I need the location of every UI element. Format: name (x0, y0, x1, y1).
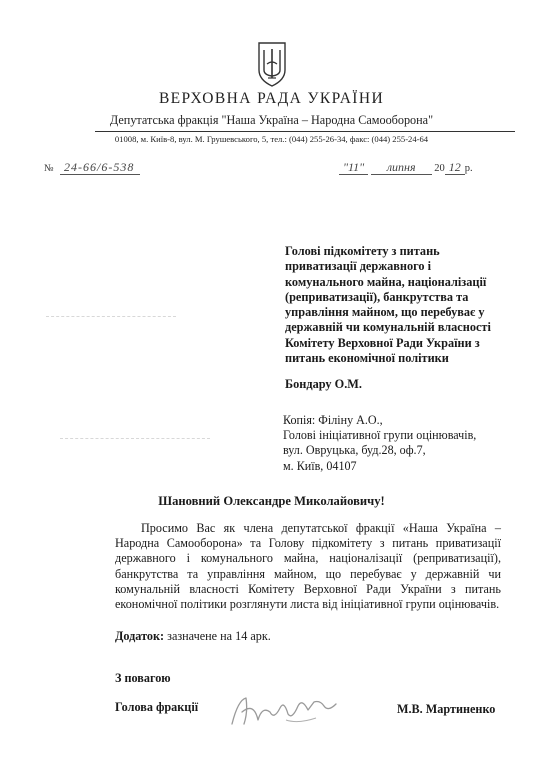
attachment-note (115, 629, 271, 644)
letter-body: Просимо Вас як члена депутатської фракції «Наша Україна – Народна Самооборона» та Голову підкомітету з питань приватизації державного і комунального майна, націоналізації (реприватизації), банкрутства та управління майном, що перебуває у державній чи комунальній власності Комітету Верховної Ради України з питань економічної політики розглянути листа від ініціативної групи оцінювачів. (115, 521, 501, 612)
closing-regards: З повагою (115, 671, 171, 685)
addressee-line: державній чи комунальній власності (285, 320, 491, 335)
addressee-line: (реприватизації), банкрутства та (285, 289, 469, 304)
addressee-line: Голові підкомітету з питань (285, 244, 440, 258)
date-month: липня (371, 160, 432, 175)
addressee-line: комунального майна, націоналізації (285, 274, 487, 289)
faction-name: Депутатська фракція "Наша Україна – Народна Самооборона" (109, 113, 434, 127)
copy-line: вул. Овруцька, буд.28, оф.7, (283, 443, 426, 458)
addressee-line: приватизації державного і (285, 259, 432, 274)
date-suffix: р. (464, 163, 473, 174)
scan-faint-line (60, 438, 210, 439)
handwritten-signature-icon (228, 690, 340, 732)
signer-name: М.В. Мартиненко (397, 702, 496, 716)
date-year-prefix: 20 (434, 163, 445, 174)
attachment-label: Додаток: (115, 629, 165, 643)
letterhead-address: 01008, м. Київ-8, вул. М. Грушевського, 5, тел.: (044) 255-26-34, факс: (044) 255-24-64 (114, 134, 429, 144)
copy-line: Копія: Філіну А.О., (283, 413, 383, 427)
number-prefix: № (44, 163, 54, 174)
addressee-line: питань економічної політики (285, 351, 449, 366)
salutation: Шановний Олександре Миколайовичу! (158, 494, 385, 508)
organization-name: ВЕРХОВНА РАДА УКРАЇНИ (158, 90, 385, 107)
copy-recipient-block (283, 413, 523, 474)
copy-line: Голові ініціативної групи оцінювачів, (283, 428, 477, 443)
signer-title: Голова фракції (115, 700, 199, 714)
addressee-line: Комітету Верховної Ради України з (285, 335, 480, 350)
letterhead-divider (95, 131, 515, 132)
attachment-text: зазначене на 14 арк. (164, 629, 271, 643)
date-day: "11" (339, 160, 368, 175)
number-value: 24-66/6-538 (60, 160, 140, 175)
registration-number (44, 160, 140, 175)
scan-faint-line (46, 316, 176, 317)
addressee-block (285, 244, 525, 366)
registration-date (339, 160, 473, 175)
addressee-name: Бондару О.М. (285, 377, 362, 391)
tryzub-trident-icon (256, 40, 288, 88)
copy-line: м. Київ, 04107 (283, 458, 357, 473)
date-year-suffix: 12 (445, 160, 465, 175)
addressee-line: управління майном, що перебуває у (285, 305, 485, 320)
